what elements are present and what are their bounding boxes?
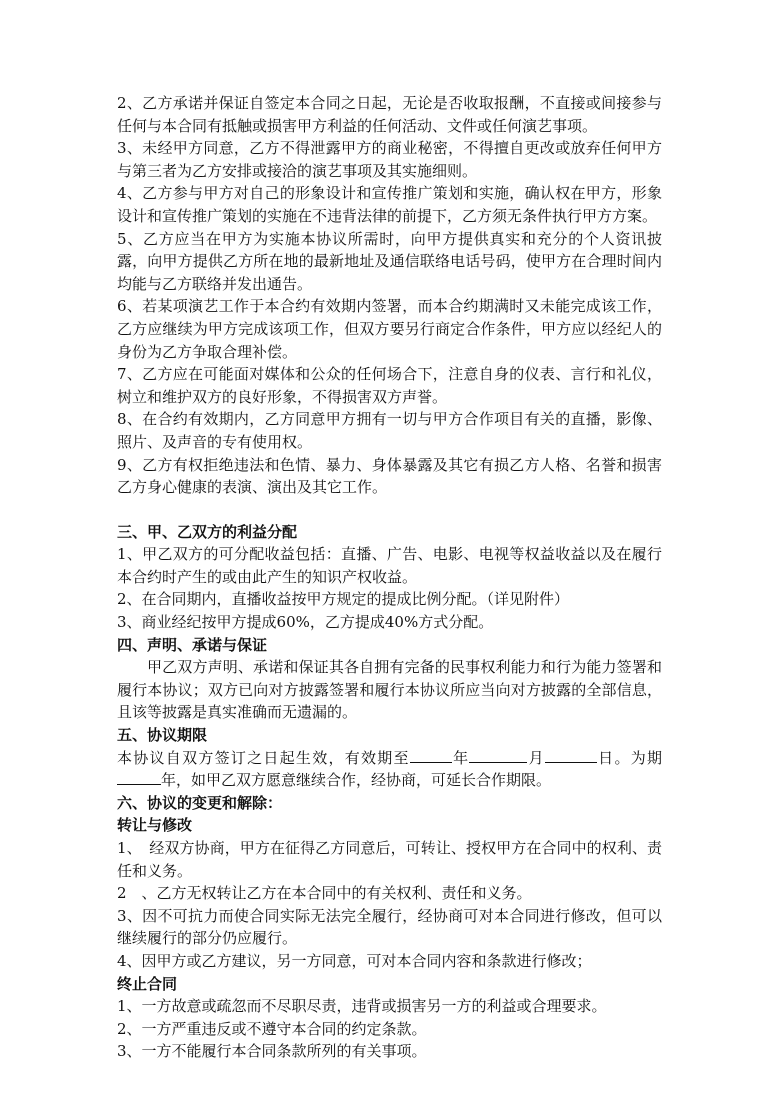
clause-2-7: 7、乙方应在可能面对媒体和公众的任何场合下，注意自身的仪表、言行和礼仪，树立和维护双方的良好形象，不得损害双方声誉。 <box>117 365 662 406</box>
section-5-heading: 五、协议期限 <box>117 726 208 745</box>
section-4-text: 甲乙双方声明、承诺和保证其各自拥有完备的民事权利能力和行为能力签署和履行本协议；双方已向对方披露签署和履行本协议所应当向对方披露的全部信息，且该等披露是真实准确而无遗漏的。 <box>117 658 662 722</box>
clause-6a-1: 1、 经双方协商，甲方在征得乙方同意后，可转让、授权甲方在合同中的权利、责任和义务。 <box>117 839 662 880</box>
subheading-transfer-modify: 转让与修改 <box>117 816 193 835</box>
term-text-start: 本协议自双方签订之日起生效，有效期至 <box>117 748 410 767</box>
clause-2-6: 6、若某项演艺工作于本合约有效期内签署，而本合约期满时又未能完成该工作，乙方应继续为甲方完成该项工作，但双方要另行商定合作条件，甲方应以经纪人的身份为乙方争取合理补偿。 <box>117 297 662 361</box>
term-text-end: 年，如甲乙双方愿意继续合作，经协商，可延长合作期限。 <box>161 771 552 790</box>
clause-2-9: 9、乙方有权拒绝违法和色情、暴力、身体暴露及其它有损乙方人格、名誉和损害乙方身心健康的表演、演出及其它工作。 <box>117 455 662 497</box>
clause-2-3: 3、未经甲方同意，乙方不得泄露甲方的商业秘密，不得擅自更改或放弃任何甲方与第三者为乙方安排或接洽的演艺事项及其实施细则。 <box>117 139 662 180</box>
clause-2-5: 5、乙方应当在甲方为实施本协议所需时，向甲方提供真实和充分的个人资讯披露，向甲方提供乙方所在地的最新地址及通信联络电话号码，使甲方在合理时间内均能与乙方联络并发出通告。 <box>117 229 662 293</box>
clause-3-2: 2、在合同期内，直播收益按甲方规定的提成比例分配。（详见附件） <box>117 590 570 609</box>
subheading-termination: 终止合同 <box>117 974 178 993</box>
clause-6a-2: 2 、乙方无权转让乙方在本合同中的有关权利、责任和义务。 <box>117 884 532 903</box>
clause-6a-4: 4、因甲方或乙方建议，另一方同意，可对本合同内容和条款进行修改； <box>117 951 592 970</box>
clause-3-1: 1、甲乙双方的可分配收益包括：直播、广告、电影、电视等权益收益以及在履行本合约时产生的或由此产生的知识产权收益。 <box>117 545 662 586</box>
section-3-heading: 三、甲、乙双方的利益分配 <box>117 522 298 541</box>
month-label: 月 <box>527 748 545 767</box>
blank-term-years <box>117 769 161 785</box>
clause-3-3: 3、商业经纪按甲方提成60%，乙方提成40%方式分配。 <box>117 613 494 632</box>
section-4-heading: 四、声明、承诺与保证 <box>117 635 268 654</box>
section-6-heading: 六、协议的变更和解除： <box>117 793 283 812</box>
clause-6a-3: 3、因不可抗力而使合同实际无法完全履行，经协商可对本合同进行修改，但可以继续履行的部分仍应履行。 <box>117 906 662 948</box>
blank-end-day <box>545 747 597 763</box>
clause-2-2: 2、乙方承诺并保证自签定本合同之日起，无论是否收取报酬，不直接或间接参与任何与本合同有抵触或损害甲方利益的任何活动、文件或任何演艺事项。 <box>117 94 662 135</box>
day-label: 日。为期 <box>596 748 662 767</box>
document-body <box>117 92 662 1063</box>
blank-end-month <box>469 747 527 763</box>
year-label: 年 <box>451 748 470 767</box>
clause-6b-2: 2、一方严重违反或不遵守本合同的约定条款。 <box>117 1019 427 1038</box>
clause-2-4: 4、乙方参与甲方对自己的形象设计和宣传推广策划和实施，确认权在甲方，形象设计和宣传推广策划的实施在不违背法律的前提下，乙方须无条件执行甲方方案。 <box>117 184 662 225</box>
clause-6b-1: 1、一方故意或疏忽而不尽职尽责，违背或损害另一方的利益或合理要求。 <box>117 997 607 1016</box>
clause-6b-3: 3、一方不能履行本合同条款所列的有关事项。 <box>117 1042 427 1061</box>
clause-2-8: 8、在合约有效期内，乙方同意甲方拥有一切与甲方合作项目有关的直播，影像、照片、及声音的专有使用权。 <box>117 410 662 451</box>
blank-end-year <box>410 747 452 763</box>
section-spacer <box>117 499 662 521</box>
section-5-text <box>117 747 662 792</box>
